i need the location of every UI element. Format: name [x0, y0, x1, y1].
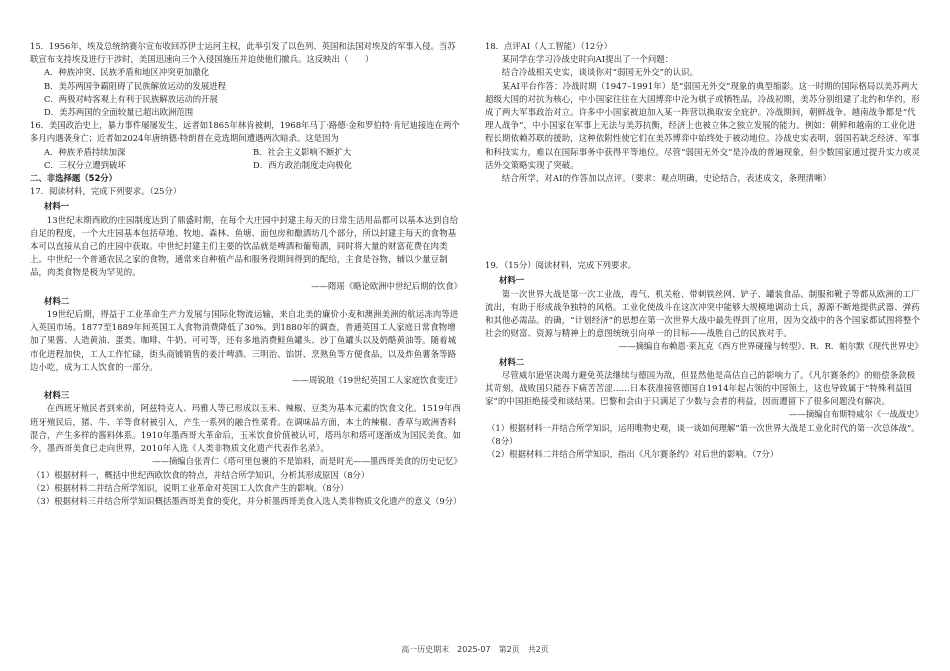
q17-material-3-title: 材料三	[44, 390, 70, 401]
q16-option-d: D．西方政治制度走向极化	[253, 159, 352, 170]
q17-sub-1: （1）根据材料一，概括中世纪西欧饮食的特点，并结合所学知识，分析其形成原因（8分）	[32, 469, 370, 480]
q18-ai-answer: 某AI平台作答：冷战时期（1947–1991年）是“弱国无外交”现象的典型缩影。这一时期的国际格局以美苏两大超级大国的对抗为核心，中小国家往往在大国博弈中沦为棋子或牺牲品，冷战初期，美苏分别组建了北约和华约，形成了两大军事政治对立。许多中小国家被迫加入某一阵营以换取安全庇护。冷战期间，朝鲜战争、越南战争都是“代理人战争”，中小国家在军事上无法与美苏抗衡，经济上也被立体之独立发展的能力。例如：朝鲜和越南的工业化进程长期依赖苏联的援助，这种依附性使它们在美苏博弈中始终处于被动地位。冷战史实表明，弱国若缺乏经济、军事和科技实力，难以在国际事务中获得平等地位。尽管“弱国无外交”是冷战的普遍现象，但少数国家通过提升实力或灵活外交策略实现了突破。	[485, 80, 921, 170]
q19-material-2-body: 尽管威尔逊坚决竭力避免英法继续与德国为敌，但显然他是高估自己的影响力了。《凡尔赛条约》的赔偿条款极其苛刻，战败国只能吞下痛苦苦涩……日本获准接管德国自1914年起占领的中国领土，这也导致属于“特殊利益国家”的中国拒绝接受和谈结果。巴黎和会由于只满足了少数与会者的利益，因而遭留下了很多问题没有解决。	[485, 369, 916, 407]
q17-material-1-source: ——隋瑶《略论欧洲中世纪后期的饮食》	[311, 280, 462, 291]
q17-sub-2: （2）根据材料二并结合所学知识，说明工业革命对英国工人饮食产生的影响。（8分）	[32, 482, 349, 493]
q15-option-d: D．美苏两国的全面较量已超出欧洲范围	[44, 107, 194, 118]
q17-material-2-source: ——周锐琅《19世纪英国工人家庭饮食变迁》	[292, 375, 462, 386]
q16-options-row-2	[30, 159, 462, 172]
q19-stem: 19．（15分）阅读材料，完成下列要求。	[485, 260, 637, 271]
q16-option-a: A．种族矛盾持续加深	[44, 146, 126, 157]
q17-stem: 17．阅读材料，完成下列要求。（25分）	[30, 186, 182, 197]
q17-material-2-body: 19世纪后期，得益于工业革命生产力发展与国际化物流运输，来自北美的廉价小麦和澳洲美洲的航运冻肉等进入英国市场。1877至1889年间英国工人食物消费降低了30%。到1880年的调查，普通英国工人家庭日常食物增加了果酱、人造黄油、蛋类、咖啡、牛奶、可可等，还有多地消费鲑鱼罐头、沙丁鱼罐头以及奶酪黄油等。随着城市化进程加快，工人工作忙碌，街头商铺销售的姜汁啤酒、三明治、馅饼、烹熟鱼等方便食品，以及炸鱼薯条等路边小吃，成为工人饮食的一部分。	[30, 309, 459, 372]
q17-material-3-body: 在西班牙殖民者到来前，阿兹特克人、玛雅人等已形成以玉米、辣椒、豆类为基本元素的饮食文化。1519年西班牙殖民后，猪、牛、羊等食材被引入，产生一系列的融合性菜肴。在调味品方面，本土的辣椒、香草与欧洲香料混合，产生多样的酱料体系。1910年墨西哥大革命后，玉米饮食价值被认可，塔玛尔和塔可逐渐成为国民美食。如今，墨西哥美食已走向世界，2010年入选《人类非物质文化遗产代表作名录》。	[30, 403, 462, 454]
section-heading: 二、非选择题（52分）	[30, 173, 118, 184]
q16-stem: 16．美国政治史上，暴力事件屡屡发生，远者如1865年林肯被刺，1968年马丁·路德·金和罗伯特·肯尼迪接连在两个多月内遇袭身亡；近者如2024年唐纳德·特朗普在竞选期间遭遇两次暗杀。这是因为	[30, 120, 460, 144]
q17-material-1-title: 材料一	[44, 201, 70, 212]
q19-sub-1: （1）根据材料一并结合所学知识，运用唯物史观，谈一谈如何理解“第一次世界大战是工业化时代的第一次总体战”。（8分）	[487, 422, 920, 446]
q19-material-2-source: ——摘编自布斯特威尔《一战战史》	[789, 409, 923, 420]
q18-intro-1: 某同学在学习冷战史时向AI提出了一个问题：	[501, 54, 674, 65]
q17-material-1-body: 13世纪末期西欧的庄园制度达到了鼎盛时期，在每个大庄园中封建主每天的日常生活用品都可以基本达到自给自足的程度，一个大庄园基本包括草地、牧地、森林、鱼塘、面包房和酿酒坊几个部分，所以封建主每天的食物基本可以直接从自己的庄园中获取。中世纪封建主们主要的饮品就是啤酒和葡萄酒，同时将大量的财富花费在肉类上。中世纪一个普通农民之家的食物，通常来自种植产品和服务役期间得到的配给，主食是谷物，辅以少量豆制品，肉类食物是极为罕见的。	[30, 214, 459, 278]
q19-material-1-title: 材料一	[499, 275, 525, 286]
q16-option-b: B．社会主义影响不断扩大	[253, 146, 352, 157]
q19-material-1-body: 第一次世界大战是第一次工业战，毒气、机关枪、带刺铁丝网、铲子、罐装食品、制服和靴子等都从欧洲的工厂流出，有助于形成战争独特的风格。工业化使战斗在这次冲突中能够大规模地调动士兵，源源不断地提供武器、弹药和其他必需品。的确，“计划经济”的思想在第一次世界大战中最先得到了应用，因为交战中的各个国家都试图将整个社会的财富、资源与精神上的意图统统引向单一的目标——战胜自己的民族对手。	[485, 288, 921, 339]
q19-material-1-source: ——摘编自布赖恩·莱瓦克《西方世界碰撞与转型》、R．R．帕尔默《现代世界史》	[618, 341, 923, 352]
q19-sub-2: （2）根据材料二并结合所学知识，指出《凡尔赛条约》对后世的影响。（7分）	[487, 449, 779, 460]
q18-stem: 18．点评AI（人工智能）（12分）	[485, 41, 612, 51]
q17-sub-3: （3）根据材料三并结合所学知识概括墨西哥美食的变化，并分析墨西哥美食入选人类非物质文化遗产的意义（9分）	[32, 495, 462, 506]
q15-option-a: A．种族冲突、民族矛盾和地区冲突更加激化	[44, 67, 210, 78]
q15-stem: 15．1956年，埃及总统纳赛尔宣布收回苏伊士运河主权，此举引发了以色列、英国和法国对埃及的军事入侵。当苏联宣布支持埃及进行干涉时，美国迅速向三个入侵国施压并迫使他们撤兵。这反映出（ ）	[30, 41, 456, 65]
q17-material-3-source: ——摘编自张青仁《塔可里包裹的不是馅料，而是时光——墨西哥美食的历史记忆》	[152, 456, 462, 467]
q15-option-b: B．美苏两国争霸阻碍了民族解放运动的发展进程	[44, 80, 227, 91]
q18-task: 结合所学，对AI的作答加以点评。（要求：观点明确，史论结合，表述成文，条理清晰）	[501, 173, 832, 184]
q18-intro-2: 结合冷战相关史实，谈谈你对“弱国无外交”的认识。	[501, 67, 699, 78]
right-column	[485, 40, 923, 461]
q15-option-c: C．两极对峙客观上有利于民族解放运动的开展	[44, 93, 218, 104]
q16-option-c: C．三权分立遭到破坏	[44, 159, 126, 170]
page-footer: 高一历史期末 2025-07 第2页 共2页	[401, 645, 549, 654]
left-column	[30, 40, 462, 508]
q19-material-2-title: 材料二	[499, 356, 525, 367]
q17-material-2-title: 材料二	[44, 295, 70, 306]
answer-space	[485, 185, 923, 259]
q16-options-row-1	[30, 146, 462, 159]
